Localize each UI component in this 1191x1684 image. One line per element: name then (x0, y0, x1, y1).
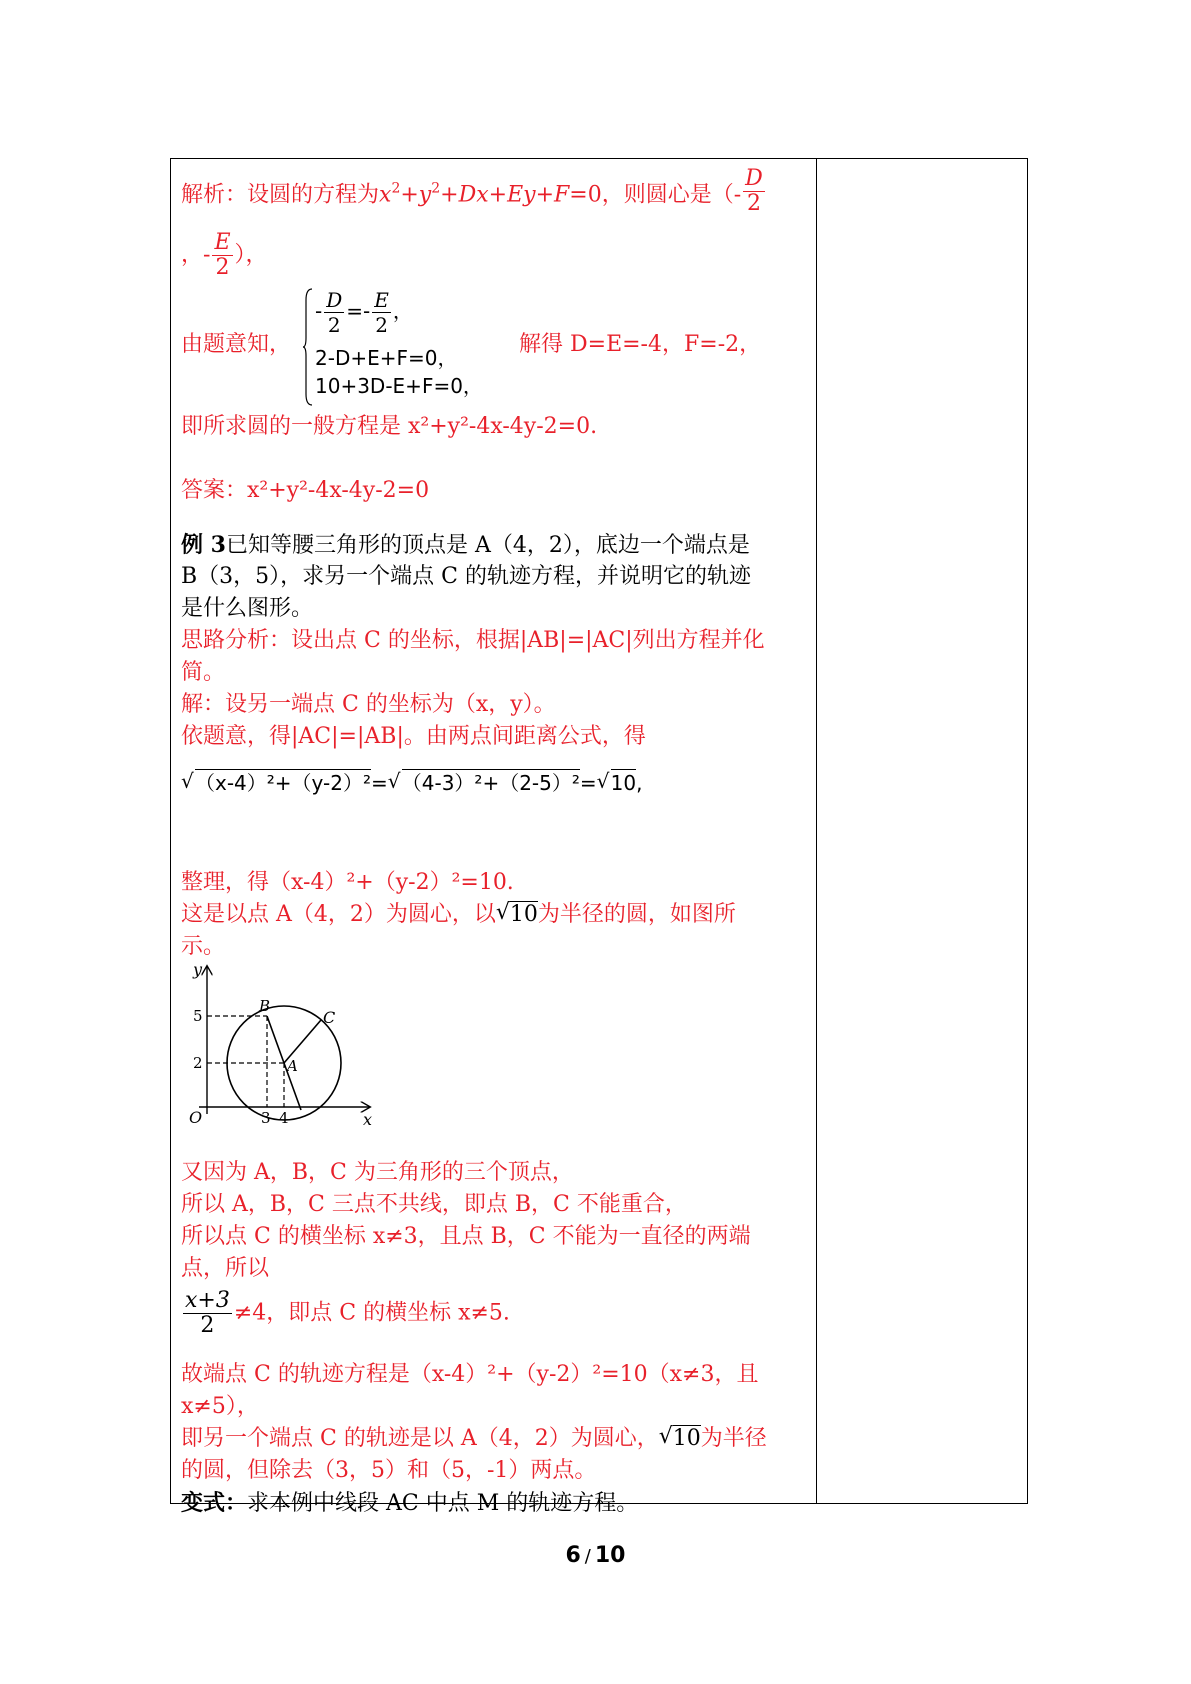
solution-3-line-8: 所以点 C 的横坐标 x≠3，且点 B，C 不能为一直径的两端 (181, 1224, 751, 1249)
variant-line: 变式：求本例中线段 AC 中点 M 的轨迹方程。 (181, 1490, 639, 1516)
solution-line-3-label: 由题意知， (181, 332, 292, 357)
page-number: 6 / 10 (565, 1543, 626, 1568)
label-x-axis: x (363, 1110, 373, 1129)
solution-3-line-5: 示。 (181, 934, 226, 959)
example-3-line-1: 例 3已知等腰三角形的顶点是 A（4，2），底边一个端点是 (181, 532, 750, 558)
solution-3-line-13: 即另一个端点 C 的轨迹是以 A（4，2）为圆心，√ 10为半径 (181, 1423, 767, 1455)
solution-3-line-2: 依题意，得|AC|=|AB|。由两点间距离公式，得 (181, 724, 646, 749)
column-divider (816, 159, 817, 1503)
tick-label-4: 4 (279, 1109, 289, 1127)
system-row-1: - $\frac{D}{2}$ =- $\frac{E}{2}$ ， (315, 288, 413, 337)
answer-line: 答案：x²+y²-4x-4y-2=0 (181, 478, 430, 503)
example-3-line-3: 是什么图形。 (181, 596, 314, 621)
analysis-line-2: 简。 (181, 660, 226, 685)
sqrt-left: √ （x-4）²+（y-2）² (181, 767, 371, 799)
label-point-a: A (287, 1057, 298, 1075)
distance-equation: √ （x-4）²+（y-2）²=√ （4-3）²+（2-5）²=√ 10, (181, 767, 642, 799)
fraction-e-over-2: $\frac{E}{2}$ (214, 230, 231, 280)
label-point-c: C (323, 1008, 336, 1027)
equation-system (303, 288, 503, 408)
example-3-line-2: B（3，5），求另一个端点 C 的轨迹方程，并说明它的轨迹 (181, 564, 751, 589)
solution-3-line-11: 故端点 C 的轨迹方程是（x-4）²+（y-2）²=10（x≠3，且 (181, 1362, 759, 1387)
solution-line-1: 解析：设圆的方程为$x^2+y^2+Dx+Ey+F=0$，则圆心是（- $\frac{D}{2}$ (181, 166, 763, 216)
sqrt-mid: √ （4-3）²+（2-5）² (388, 767, 580, 799)
solution-3-line-9: 点，所以 (181, 1256, 270, 1281)
solution-3-line-7: 所以 A，B，C 三点不共线，即点 B，C 不能重合， (181, 1192, 687, 1217)
analysis-line-1: 思路分析：设出点 C 的坐标，根据|AB|=|AC|列出方程并化 (181, 628, 765, 653)
solution-3-line-4: 这是以点 A（4，2）为圆心，以√ 10为半径的圆，如图所 (181, 899, 736, 931)
tick-label-3: 3 (261, 1109, 271, 1127)
label-point-b: B (259, 997, 271, 1015)
solution-line-2: ，- $\frac{E}{2}$ ）， (181, 230, 268, 280)
solution-line-4: 即所求圆的一般方程是 x²+y²-4x-4y-2=0. (181, 414, 598, 439)
solution-3-line-12: x≠5）， (181, 1394, 259, 1419)
tick-label-2: 2 (193, 1054, 203, 1072)
solution-3-line-10: $\frac{x+3}{2}$ ≠4，即点 C 的横坐标 x≠5. (185, 1288, 510, 1338)
solution-3-line-14: 的圆，但除去（3，5）和（5，-1）两点。 (181, 1458, 597, 1483)
circle-figure (181, 959, 381, 1129)
solution-3-line-6: 又因为 A，B，C 为三角形的三个顶点， (181, 1160, 574, 1185)
table-frame (170, 158, 1028, 1516)
system-row-2: 2-D+E+F=0， (315, 346, 458, 370)
solution-line-3-result: 解得 D=E=-4，F=-2， (519, 332, 762, 357)
label-y-axis: y (193, 960, 203, 979)
system-row-3: 10+3D-E+F=0， (315, 374, 483, 398)
solution-3-line-1: 解：设另一端点 C 的坐标为（x，y）。 (181, 692, 556, 717)
tick-label-5: 5 (193, 1007, 203, 1025)
label-origin: O (189, 1108, 203, 1127)
sqrt-right: √ 10 (597, 767, 636, 799)
solution-3-line-3: 整理，得（x-4）²+（y-2）²=10. (181, 870, 514, 895)
left-brace-icon (303, 288, 313, 406)
fraction-d-over-2: $\frac{D}{2}$ (745, 166, 763, 216)
